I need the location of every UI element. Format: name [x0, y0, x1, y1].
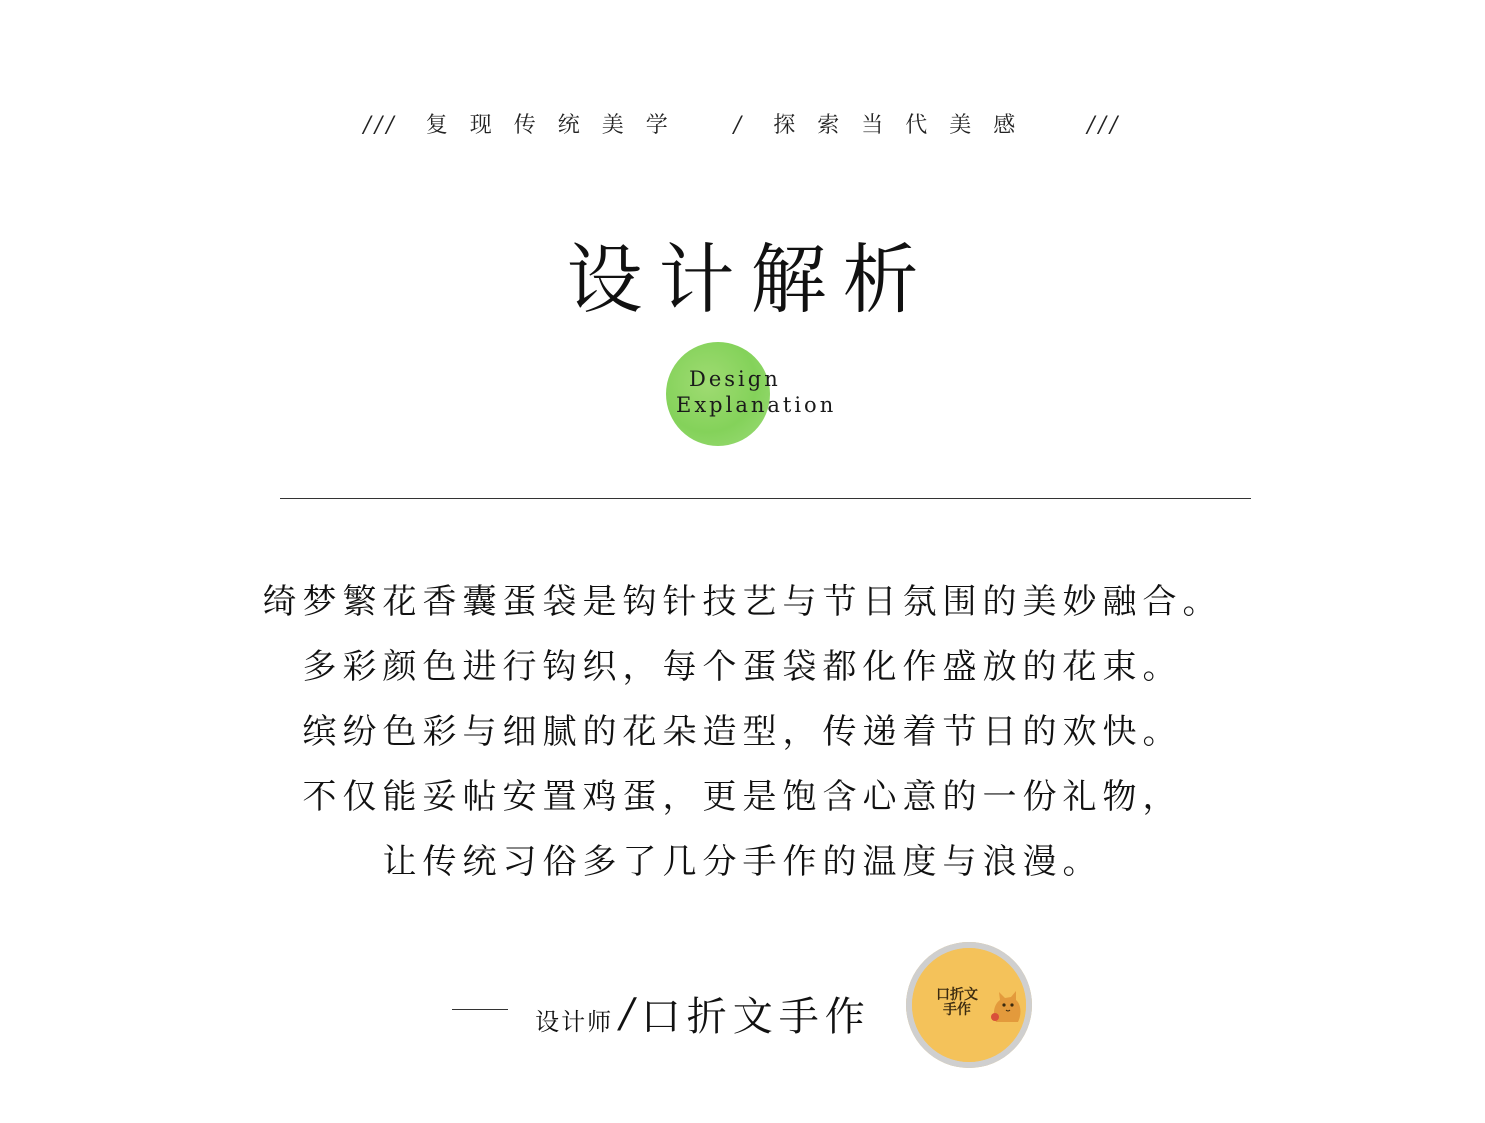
signature-role: 设计师 — [535, 1008, 614, 1036]
description-line: 让传统习俗多了几分手作的温度与浪漫。 — [382, 842, 1103, 882]
tagline-right-slashes: /// — [1087, 113, 1122, 138]
designer-signature — [452, 985, 871, 1045]
logo-text — [936, 988, 978, 1018]
signature-name: 口折文手作 — [640, 994, 871, 1040]
subtitle-line-1: Design — [689, 367, 781, 391]
tagline — [0, 108, 1485, 139]
tagline-left-slashes: /// — [363, 113, 398, 138]
page-title: 设计解析 — [566, 235, 935, 324]
logo-text-line-1: 口折文 — [936, 987, 978, 1003]
brand-logo — [906, 942, 1032, 1068]
tagline-phrase-2: 探索当代美感 — [773, 113, 1038, 138]
signature-dash — [452, 1009, 508, 1010]
divider — [280, 498, 1251, 499]
description — [0, 570, 1485, 895]
signature-separator: / — [620, 990, 634, 1037]
tagline-mid-slash: / — [733, 113, 746, 138]
description-line: 不仅能妥帖安置鸡蛋，更是饱含心意的一份礼物， — [302, 777, 1183, 817]
subtitle-line-2: Explanation — [676, 393, 837, 417]
cat-icon — [986, 988, 1026, 1024]
logo-text-line-2: 手作 — [943, 1002, 971, 1018]
subtitle — [676, 366, 836, 418]
description-line: 多彩颜色进行钩织，每个蛋袋都化作盛放的花束。 — [302, 647, 1183, 687]
description-line: 缤纷色彩与细腻的花朵造型，传递着节日的欢快。 — [302, 712, 1183, 752]
description-line: 绮梦繁花香囊蛋袋是钩针技艺与节日氛围的美妙融合。 — [262, 582, 1223, 622]
tagline-phrase-1: 复现传统美学 — [425, 113, 690, 138]
